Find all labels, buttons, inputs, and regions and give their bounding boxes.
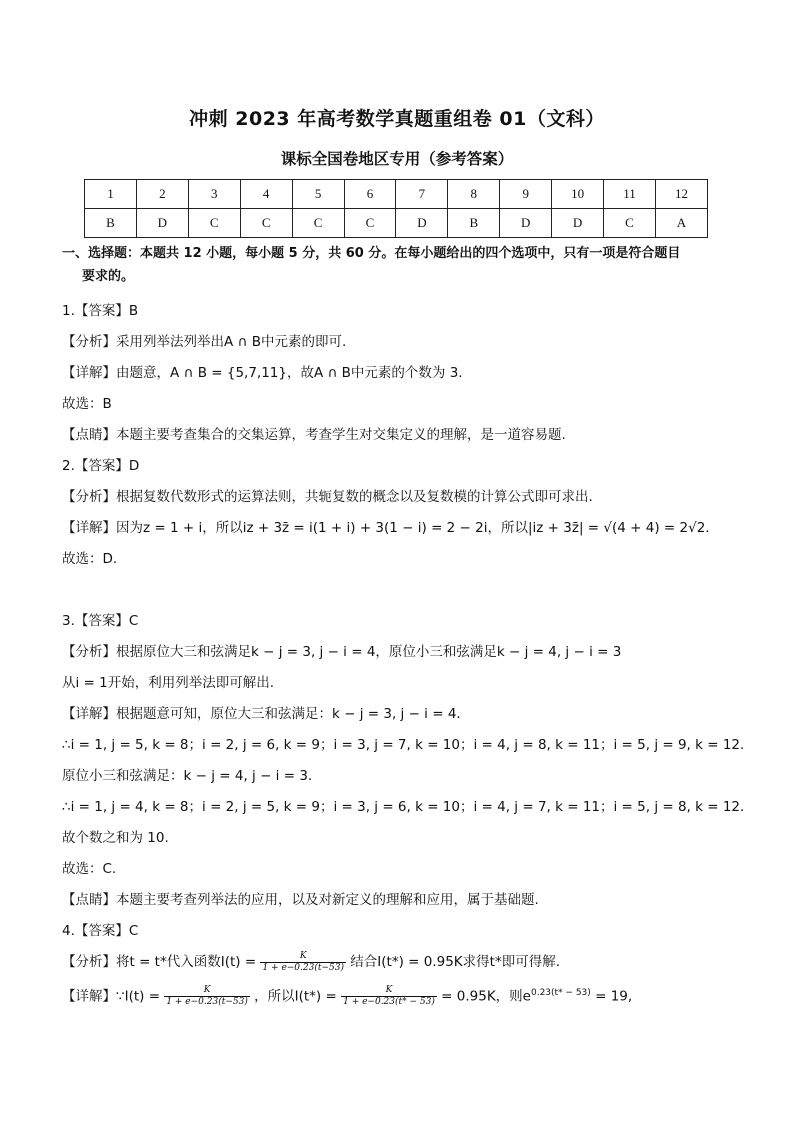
table-cell: 4 [240, 180, 292, 209]
table-cell: 5 [292, 180, 344, 209]
answer-table-number-row [85, 180, 708, 209]
section-heading-line1: 一、选择题：本题共 12 小题，每小题 5 分，共 60 分。在每小题给出的四个选项中，只有一项是符合题目 [62, 246, 681, 261]
page-subtitle: 课标全国卷地区专用（参考答案） [280, 150, 514, 168]
q3-list-minor: ∴i = 1, j = 4, k = 8；i = 2, j = 5, k = 9；i = 3, j = 6, k = 10；i = 4, j = 7, k = 11；i = 5, j = 8, k = 12. [62, 799, 745, 815]
q4-detail-start: 【详解】∵I(t) = [62, 988, 161, 1005]
fraction-denominator: 1 + e−0.23(t−53) [166, 997, 248, 1007]
q2-analysis: 【分析】根据复数代数形式的运算法则，共轭复数的概念以及复数模的计算公式即可求出. [62, 489, 593, 505]
table-cell: 11 [604, 180, 656, 209]
fraction-denominator: 1 + e−0.23(t−53) [262, 962, 344, 973]
answer-table [84, 179, 708, 238]
q1-choice: 故选：B [62, 396, 112, 412]
fraction [260, 951, 346, 974]
q3-list-major: ∴i = 1, j = 5, k = 8；i = 2, j = 6, k = 9；i = 3, j = 7, k = 10；i = 4, j = 8, k = 11；i = 5, j = 9, k = 12. [62, 737, 745, 753]
q3-analysis: 【分析】根据原位大三和弦满足k − j = 3, j − i = 4，原位小三和弦满足k − j = 4, j − i = 3 [62, 644, 622, 660]
table-cell: C [188, 209, 240, 238]
q4-detail [62, 978, 734, 1009]
q3-choice: 故选：C. [62, 861, 117, 877]
exponent: 0.23(t* − 53) [530, 988, 591, 998]
fraction-numerator: K [260, 951, 346, 963]
table-cell: 9 [500, 180, 552, 209]
table-cell: A [655, 209, 707, 238]
table-cell: B [448, 209, 500, 238]
q3-minor-condition: 原位小三和弦满足：k − j = 4, j − i = 3. [62, 768, 313, 784]
q3-detail: 【详解】根据题意可知，原位大三和弦满足：k − j = 3, j − i = 4. [62, 706, 461, 722]
blank-line [62, 575, 734, 606]
table-cell: 1 [85, 180, 137, 209]
section-heading [62, 242, 734, 288]
q3-answer: 3.【答案】C [62, 613, 139, 629]
fraction-numerator: K [164, 985, 250, 997]
q1-comment: 【点睛】本题主要考查集合的交集运算，考查学生对交集定义的理解，是一道容易题. [62, 427, 566, 443]
fraction-denominator: 1 + e−0.23(t* − 53) [343, 997, 435, 1007]
table-cell: 6 [344, 180, 396, 209]
table-cell: B [85, 209, 137, 238]
section-heading-line2: 要求的。 [82, 269, 135, 284]
fraction-numerator: K [341, 985, 437, 997]
table-cell: C [604, 209, 656, 238]
table-cell: D [500, 209, 552, 238]
table-cell: D [552, 209, 604, 238]
table-cell: 8 [448, 180, 500, 209]
table-cell: 12 [655, 180, 707, 209]
q2-answer: 2.【答案】D [62, 458, 140, 474]
table-cell: D [136, 209, 188, 238]
table-cell: 7 [396, 180, 448, 209]
q4-detail-end: = 19, [595, 988, 633, 1005]
fraction [341, 985, 437, 1008]
table-cell: 10 [552, 180, 604, 209]
q4-analysis [62, 947, 734, 978]
table-cell: C [240, 209, 292, 238]
page-title: 冲刺 2023 年高考数学真题重组卷 01（文科） [189, 108, 605, 130]
q1-answer: 1.【答案】B [62, 303, 139, 319]
answer-table-answer-row [85, 209, 708, 238]
table-cell: D [396, 209, 448, 238]
q3-sum: 故个数之和为 10. [62, 830, 169, 846]
answer-body [62, 242, 745, 1009]
fraction [164, 985, 250, 1008]
q4-answer: 4.【答案】C [62, 923, 139, 939]
q1-analysis: 【分析】采用列举法列举出A ∩ B中元素的即可. [62, 334, 347, 350]
q4-analysis-end: 结合I(t*) = 0.95K求得t*即可得解. [350, 954, 560, 970]
q3-analysis-cont: 从i = 1开始，利用列举法即可解出. [62, 675, 275, 691]
table-cell: 2 [136, 180, 188, 209]
q1-detail: 【详解】由题意，A ∩ B = {5,7,11}，故A ∩ B中元素的个数为 3. [62, 365, 463, 381]
q2-detail: 【详解】因为z = 1 + i，所以iz + 3z̄ = i(1 + i) + 3(1 − i) = 2 − 2i，所以|iz + 3z̄| = √(4 + 4) = 2√2. [62, 520, 710, 536]
q2-choice: 故选：D. [62, 551, 118, 567]
table-cell: C [292, 209, 344, 238]
q3-comment: 【点睛】本题主要考查列举法的应用，以及对新定义的理解和应用，属于基础题. [62, 892, 539, 908]
table-cell: 3 [188, 180, 240, 209]
q4-detail-eq: = 0.95K，则e [441, 988, 531, 1005]
q4-analysis-start: 【分析】将t = t*代入函数I(t) = [62, 954, 257, 970]
table-cell: C [344, 209, 396, 238]
q4-detail-mid: ，所以I(t*) = [254, 988, 337, 1005]
